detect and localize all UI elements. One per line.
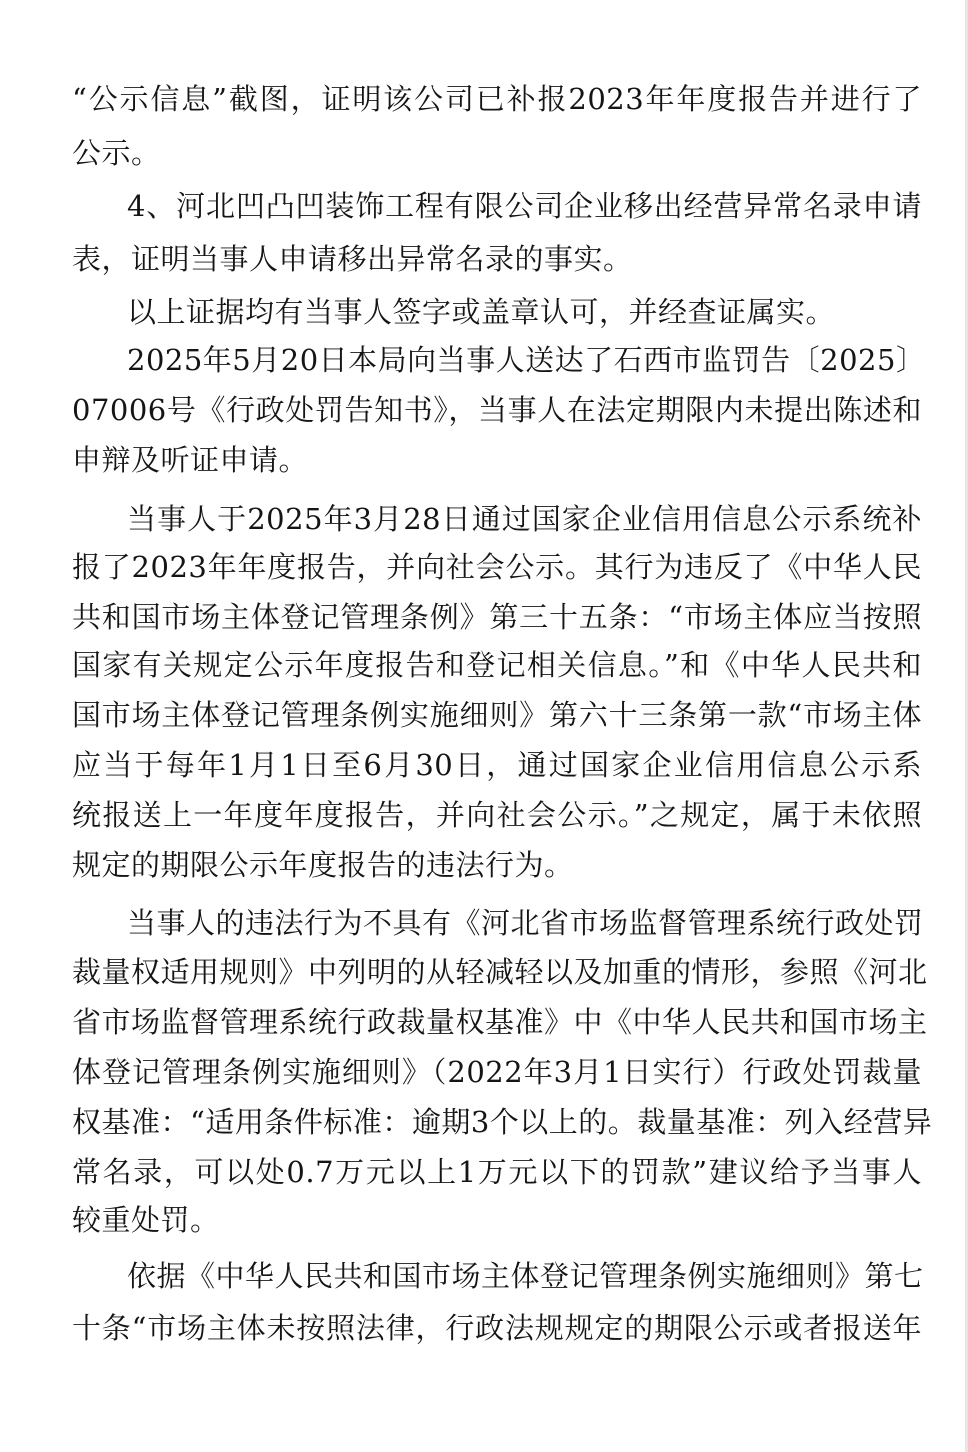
text-line-5: 以上证据均有当事人签字或盖章认可，并经查证属实。 — [127, 295, 836, 329]
text-line-23: 较重处罚。 — [72, 1203, 220, 1237]
text-line-11: 共和国市场主体登记管理条例》第三十五条：“市场主体应当按照 — [72, 600, 922, 634]
text-line-24: 依据《中华人民共和国市场主体登记管理条例实施细则》第七 — [127, 1259, 924, 1293]
text-line-19: 省市场监督管理系统行政裁量权基准》中《中华人民共和国市场主 — [72, 1005, 928, 1039]
text-line-9: 当事人于2025年3月28日通过国家企业信用信息公示系统补 — [127, 502, 922, 536]
text-line-1: “公示信息”截图，证明该公司已补报2023年年度报告并进行了 — [72, 82, 922, 116]
text-line-16: 规定的期限公示年度报告的违法行为。 — [72, 848, 574, 882]
text-line-6: 2025年5月20日本局向当事人送达了石西市监罚告〔2025〕 — [127, 343, 926, 377]
text-line-22: 常名录，可以处0.7万元以上1万元以下的罚款”建议给予当事人 — [72, 1155, 922, 1189]
text-line-13: 国市场主体登记管理条例实施细则》第六十三条第一款“市场主体 — [72, 698, 922, 732]
text-line-17: 当事人的违法行为不具有《河北省市场监督管理系统行政处罚 — [127, 906, 924, 940]
text-line-8: 申辩及听证申请。 — [72, 443, 309, 477]
text-line-7: 07006号《行政处罚告知书》，当事人在法定期限内未提出陈述和 — [72, 393, 922, 427]
text-line-4: 表，证明当事人申请移出异常名录的事实。 — [72, 242, 633, 276]
text-line-10: 报了2023年年度报告，并向社会公示。其行为违反了《中华人民 — [72, 550, 922, 584]
text-line-21: 权基准：“适用条件标准：逾期3个以上的。裁量基准：列入经营异 — [72, 1105, 933, 1139]
text-line-14: 应当于每年1月1日至6月30日，通过国家企业信用信息公示系 — [72, 748, 922, 782]
text-line-2: 公示。 — [72, 136, 161, 170]
text-line-15: 统报送上一年度年度报告，并向社会公示。”之规定，属于未依照 — [72, 798, 922, 832]
text-line-12: 国家有关规定公示年度报告和登记相关信息。”和《中华人民共和 — [72, 648, 922, 682]
text-line-25: 十条“市场主体未按照法律，行政法规规定的期限公示或者报送年 — [72, 1311, 922, 1345]
text-line-18: 裁量权适用规则》中列明的从轻减轻以及加重的情形，参照《河北 — [72, 955, 928, 989]
text-line-20: 体登记管理条例实施细则》（2022年3月1日实行）行政处罚裁量 — [72, 1055, 922, 1089]
text-line-3: 4、河北凹凸凹装饰工程有限公司企业移出经营异常名录申请 — [127, 189, 922, 223]
